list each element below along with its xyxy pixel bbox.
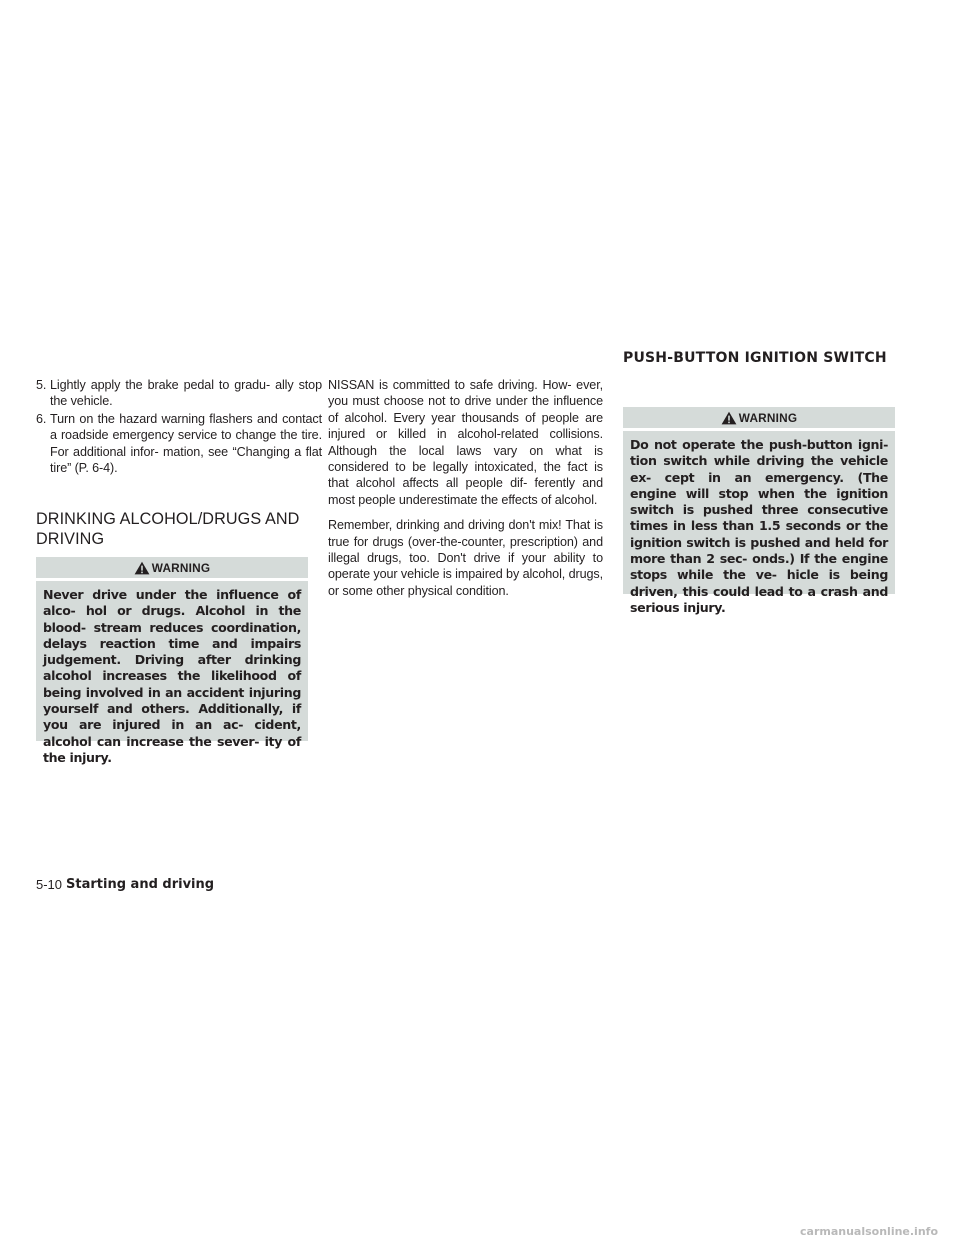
- section-title: PUSH-BUTTON IGNITION SWITCH: [623, 350, 887, 366]
- warning-label: WARNING: [151, 560, 211, 575]
- step-6-text: Turn on the hazard warning flashers and contact a roadside emergency service to change the tire. For additional infor- mation, see “Changing a flat tire” (P. 6-4).: [50, 412, 322, 476]
- drinking-warning-text: Never drive under the influence of alco- hol or drugs. Alcohol in the blood- stream reduces coordination, delays reaction time and impairs judgement. Driving after drinking alcohol increases the likelihood of being involved in an accident injuring yourself and others. Additionally, if you are injured in an ac- cident, alcohol can increase the sever- ity of the injury.: [36, 581, 308, 741]
- page-number: 5-10: [36, 877, 63, 892]
- warning-label: WARNING: [738, 410, 798, 425]
- step-6-number: 6.: [36, 412, 47, 426]
- drinking-warning-header: [36, 557, 308, 578]
- page-footer: [36, 877, 214, 892]
- ignition-warning-header: [623, 407, 895, 428]
- drinking-paragraph-1: NISSAN is committed to safe driving. How- ever, you must choose not to drive under the influence of alcohol. Every year thousands of people are injured or killed in alcohol-related collisions. Although the local laws vary on what is considered to be legally intoxicated, the fact is that alcohol affects all people dif- ferently and most people underestimate the effects of alcohol.: [328, 378, 603, 507]
- step-5-number: 5.: [36, 378, 47, 392]
- warning-triangle-icon: [134, 561, 150, 575]
- chapter-title: Starting and driving: [66, 877, 215, 892]
- step-6: [36, 411, 322, 477]
- warning-triangle-icon: [721, 411, 737, 425]
- drinking-paragraph-2: Remember, drinking and driving don't mix! That is true for drugs (over-the-counter, prescription) and illegal drugs, too. Don't drive if your ability to operate your vehicle is impaired by alcohol, drugs, or some other physical condition.: [328, 518, 603, 598]
- ignition-warning-text: Do not operate the push-button igni- tion switch while driving the vehicle ex- cept in an emergency. (The engine will stop when the ignition switch is pushed three consecutive times in less than 1.5 seconds or the ignition switch is pushed and held for more than 2 sec- onds.) If the engine stops while the ve- hicle is being driven, this could lead to a crash and serious injury.: [623, 431, 895, 594]
- drinking-body: [328, 377, 603, 599]
- watermark: carmanualsonline.info: [800, 1225, 938, 1238]
- drinking-heading: DRINKING ALCOHOL/DRUGS AND DRIVING: [36, 510, 300, 548]
- step-5-text: Lightly apply the brake pedal to gradu- ally stop the vehicle.: [50, 378, 322, 409]
- step-5: [36, 377, 322, 410]
